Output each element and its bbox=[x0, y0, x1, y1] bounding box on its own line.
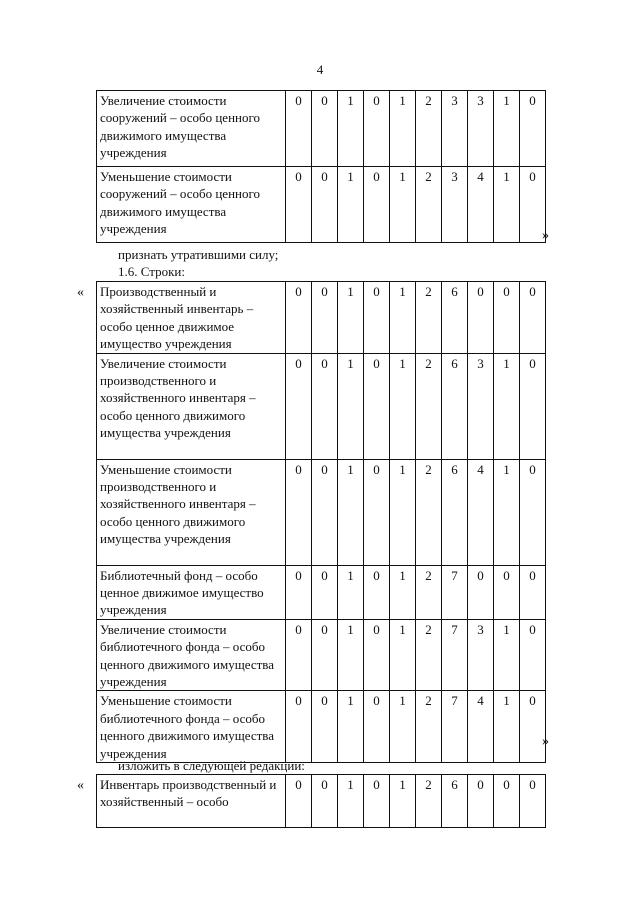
closing-quote-1: » bbox=[542, 228, 549, 243]
repealed-text: признать утратившими силу; bbox=[118, 247, 279, 262]
code-digit: 0 bbox=[520, 775, 546, 828]
code-digit: 1 bbox=[390, 565, 416, 619]
code-digit: 0 bbox=[286, 691, 312, 763]
code-digit: 0 bbox=[286, 775, 312, 828]
code-digit: 0 bbox=[468, 565, 494, 619]
table-row bbox=[97, 353, 546, 459]
code-digit: 4 bbox=[468, 459, 494, 565]
code-digit: 2 bbox=[416, 775, 442, 828]
code-digit: 3 bbox=[468, 619, 494, 691]
code-digit: 1 bbox=[338, 619, 364, 691]
row-name: Производственный и хозяйственный инвентарь – особо ценное движимое имущество учреждения bbox=[97, 282, 286, 354]
code-digit: 4 bbox=[468, 691, 494, 763]
row-name: Увеличение стоимости сооружений – особо ценного движимого имущества учреждения bbox=[97, 91, 286, 167]
code-table-3 bbox=[96, 774, 546, 828]
code-digit: 0 bbox=[286, 619, 312, 691]
code-digit: 1 bbox=[390, 619, 416, 691]
code-digit: 1 bbox=[494, 167, 520, 243]
code-digit: 0 bbox=[286, 167, 312, 243]
code-digit: 1 bbox=[390, 459, 416, 565]
code-digit: 0 bbox=[520, 353, 546, 459]
item-heading: 1.6. Строки: bbox=[118, 264, 185, 279]
code-digit: 1 bbox=[338, 775, 364, 828]
code-digit: 1 bbox=[338, 353, 364, 459]
code-digit: 0 bbox=[520, 167, 546, 243]
code-digit: 1 bbox=[390, 91, 416, 167]
code-digit: 0 bbox=[364, 282, 390, 354]
closing-quote-2: » bbox=[542, 734, 549, 749]
code-digit: 0 bbox=[468, 775, 494, 828]
code-digit: 3 bbox=[442, 167, 468, 243]
code-table-2 bbox=[96, 281, 546, 763]
code-table-1 bbox=[96, 90, 546, 243]
table-row bbox=[97, 565, 546, 619]
code-digit: 3 bbox=[468, 353, 494, 459]
code-digit: 2 bbox=[416, 691, 442, 763]
code-digit: 0 bbox=[520, 459, 546, 565]
row-name: Уменьшение стоимости сооружений – особо ценного движимого имущества учреждения bbox=[97, 167, 286, 243]
code-digit: 6 bbox=[442, 353, 468, 459]
code-digit: 0 bbox=[494, 282, 520, 354]
code-digit: 0 bbox=[312, 565, 338, 619]
code-digit: 0 bbox=[364, 691, 390, 763]
code-digit: 2 bbox=[416, 565, 442, 619]
code-digit: 1 bbox=[338, 691, 364, 763]
code-digit: 0 bbox=[520, 282, 546, 354]
code-digit: 1 bbox=[494, 91, 520, 167]
code-digit: 7 bbox=[442, 565, 468, 619]
opening-quote-2: « bbox=[77, 285, 84, 300]
row-name: Увеличение стоимости библиотечного фонда – особо ценного движимого имущества учреждения bbox=[97, 619, 286, 691]
code-digit: 1 bbox=[390, 167, 416, 243]
code-digit: 0 bbox=[364, 619, 390, 691]
table-row bbox=[97, 775, 546, 828]
code-digit: 0 bbox=[312, 353, 338, 459]
code-digit: 3 bbox=[442, 91, 468, 167]
table-row bbox=[97, 691, 546, 763]
code-digit: 2 bbox=[416, 353, 442, 459]
code-digit: 1 bbox=[338, 565, 364, 619]
code-digit: 2 bbox=[416, 619, 442, 691]
code-digit: 1 bbox=[338, 167, 364, 243]
code-digit: 2 bbox=[416, 459, 442, 565]
code-digit: 0 bbox=[312, 691, 338, 763]
code-digit: 1 bbox=[338, 91, 364, 167]
code-digit: 1 bbox=[338, 282, 364, 354]
code-digit: 4 bbox=[468, 167, 494, 243]
code-digit: 7 bbox=[442, 619, 468, 691]
code-digit: 2 bbox=[416, 167, 442, 243]
code-digit: 1 bbox=[338, 459, 364, 565]
code-digit: 0 bbox=[364, 167, 390, 243]
code-digit: 0 bbox=[286, 459, 312, 565]
page-number: 4 bbox=[316, 62, 324, 77]
code-digit: 1 bbox=[494, 353, 520, 459]
table-row bbox=[97, 282, 546, 354]
code-digit: 7 bbox=[442, 691, 468, 763]
row-name: Увеличение стоимости производственного и хозяйственного инвентаря – особо ценного движимого имущества учреждения bbox=[97, 353, 286, 459]
code-digit: 6 bbox=[442, 459, 468, 565]
table-row bbox=[97, 459, 546, 565]
code-digit: 3 bbox=[468, 91, 494, 167]
code-digit: 1 bbox=[390, 353, 416, 459]
table-row bbox=[97, 619, 546, 691]
code-digit: 0 bbox=[494, 565, 520, 619]
code-digit: 0 bbox=[364, 459, 390, 565]
code-digit: 1 bbox=[494, 459, 520, 565]
row-name: Инвентарь производственный и хозяйственный – особо bbox=[97, 775, 286, 828]
opening-quote-3: « bbox=[77, 778, 84, 793]
row-name: Уменьшение стоимости производственного и хозяйственного инвентаря – особо ценного движимого имущества учреждения bbox=[97, 459, 286, 565]
code-digit: 0 bbox=[286, 91, 312, 167]
code-digit: 0 bbox=[312, 167, 338, 243]
code-digit: 0 bbox=[312, 619, 338, 691]
code-digit: 0 bbox=[520, 91, 546, 167]
code-digit: 0 bbox=[520, 691, 546, 763]
code-digit: 0 bbox=[520, 619, 546, 691]
code-digit: 6 bbox=[442, 282, 468, 354]
code-digit: 0 bbox=[312, 91, 338, 167]
code-digit: 0 bbox=[468, 282, 494, 354]
code-digit: 0 bbox=[312, 459, 338, 565]
code-digit: 2 bbox=[416, 91, 442, 167]
row-name: Уменьшение стоимости библиотечного фонда – особо ценного движимого имущества учреждения bbox=[97, 691, 286, 763]
code-digit: 1 bbox=[494, 619, 520, 691]
code-digit: 0 bbox=[286, 282, 312, 354]
code-digit: 6 bbox=[442, 775, 468, 828]
table-row bbox=[97, 167, 546, 243]
code-digit: 0 bbox=[312, 775, 338, 828]
code-digit: 0 bbox=[520, 565, 546, 619]
code-digit: 0 bbox=[286, 353, 312, 459]
code-digit: 1 bbox=[390, 775, 416, 828]
code-digit: 0 bbox=[364, 565, 390, 619]
code-digit: 0 bbox=[494, 775, 520, 828]
code-digit: 0 bbox=[364, 353, 390, 459]
row-name: Библиотечный фонд – особо ценное движимое имущество учреждения bbox=[97, 565, 286, 619]
code-digit: 1 bbox=[390, 282, 416, 354]
code-digit: 0 bbox=[364, 775, 390, 828]
new-edition-text: изложить в следующей редакции: bbox=[118, 758, 305, 773]
code-digit: 0 bbox=[312, 282, 338, 354]
code-digit: 0 bbox=[286, 565, 312, 619]
code-digit: 0 bbox=[364, 91, 390, 167]
code-digit: 2 bbox=[416, 282, 442, 354]
code-digit: 1 bbox=[390, 691, 416, 763]
table-row bbox=[97, 91, 546, 167]
code-digit: 1 bbox=[494, 691, 520, 763]
